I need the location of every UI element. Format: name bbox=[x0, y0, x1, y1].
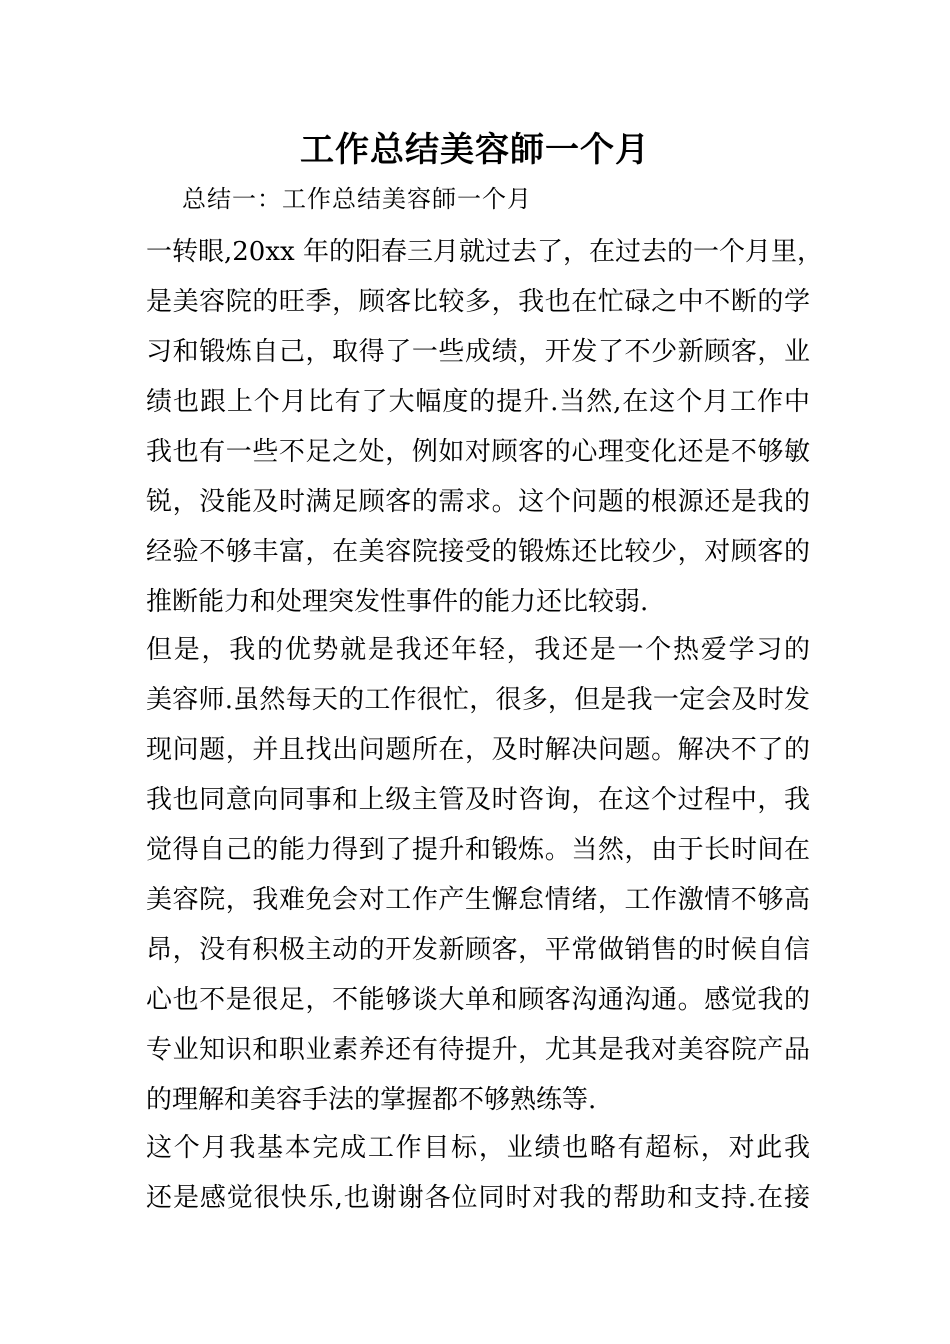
body-line: 我也同意向同事和上级主管及时咨询，在这个过程中，我 bbox=[146, 785, 810, 815]
body-line: 我也有一些不足之处，例如对顾客的心理变化还是不够敏 bbox=[146, 437, 810, 467]
body-line: 但是，我的优势就是我还年轻，我还是一个热爱学习的 bbox=[146, 635, 810, 665]
body-line: 是美容院的旺季，顾客比较多，我也在忙碌之中不断的学 bbox=[146, 287, 810, 317]
body-line: 的理解和美容手法的掌握都不够熟练等. bbox=[146, 1085, 597, 1115]
body-line: 现问题，并且找出问题所在，及时解决问题。解决不了的 bbox=[146, 735, 810, 765]
body-line: 昂，没有积极主动的开发新顾客，平常做销售的时候自信 bbox=[146, 935, 810, 965]
body-line: 推断能力和处理突发性事件的能力还比较弱. bbox=[146, 587, 649, 617]
body-line: 美容院，我难免会对工作产生懈怠情绪，工作激情不够高 bbox=[146, 885, 810, 915]
body-line: 心也不是很足，不能够谈大单和顾客沟通沟通。感觉我的 bbox=[146, 985, 810, 1015]
body-line: 美容师.虽然每天的工作很忙，很多，但是我一定会及时发 bbox=[146, 685, 810, 715]
body-line: 这个月我基本完成工作目标，业绩也略有超标，对此我 bbox=[146, 1133, 810, 1163]
body-line: 一转眼,20xx 年的阳春三月就过去了，在过去的一个月里， bbox=[146, 237, 823, 267]
body-line: 习和锻炼自己，取得了一些成绩，开发了不少新顾客，业 bbox=[146, 337, 810, 367]
body-line: 经验不够丰富，在美容院接受的锻炼还比较少，对顾客的 bbox=[146, 537, 810, 567]
section-subtitle: 总结一：工作总结美容師一个月 bbox=[182, 185, 532, 213]
body-line: 专业知识和职业素养还有待提升，尤其是我对美容院产品 bbox=[146, 1035, 810, 1065]
body-line: 绩也跟上个月比有了大幅度的提升.当然,在这个月工作中 bbox=[146, 387, 810, 417]
body-line: 觉得自己的能力得到了提升和锻炼。当然，由于长时间在 bbox=[146, 835, 810, 865]
body-line: 锐，没能及时满足顾客的需求。这个问题的根源还是我的 bbox=[146, 487, 810, 517]
body-line: 还是感觉很快乐,也谢谢各位同时对我的帮助和支持.在接 bbox=[146, 1183, 810, 1213]
document-title: 工作总结美容師一个月 bbox=[300, 130, 650, 170]
